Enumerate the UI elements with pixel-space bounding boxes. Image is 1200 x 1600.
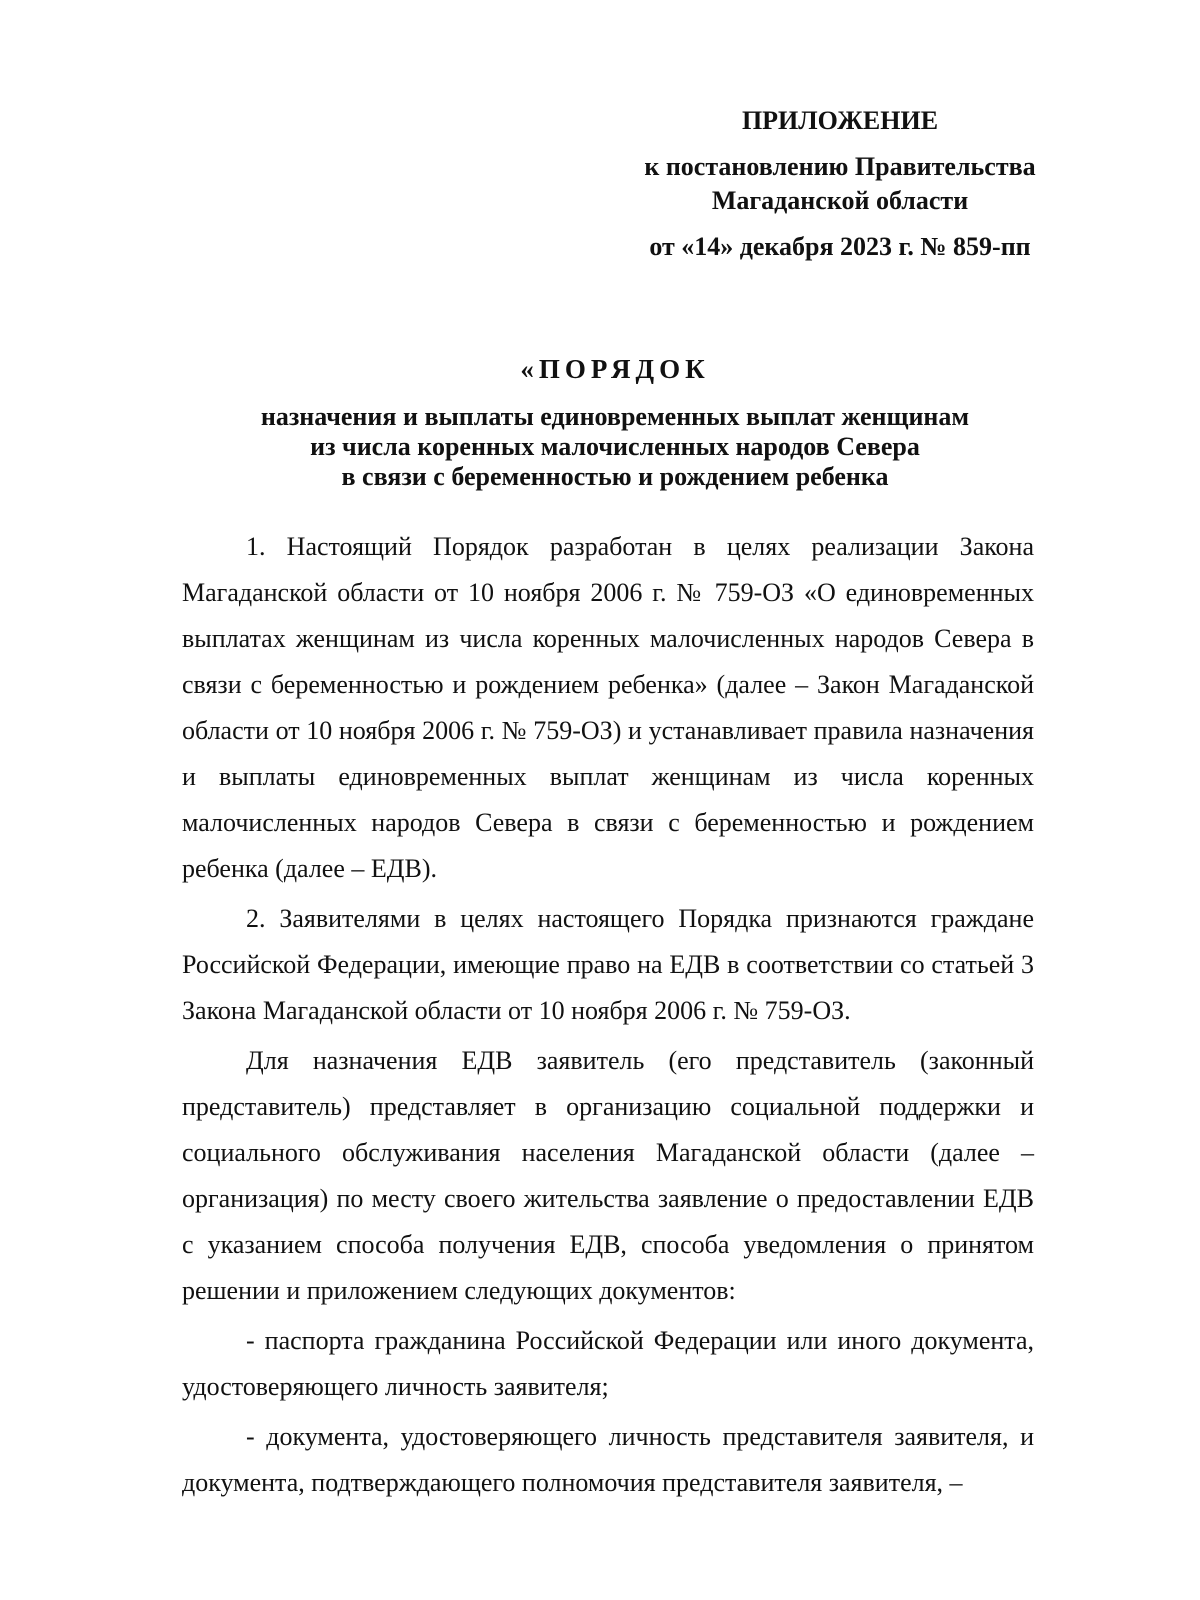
paragraph-1: 1. Настоящий Порядок разработан в целях реализации Закона Магаданской области от 10 ноября 2006 г. № 759-ОЗ «О единовременных выплатах женщинам из числа коренных малочисленных народов Севера в связи с беременностью и рождением ребенка» (далее – Закон Магаданской области от 10 ноября 2006 г. № 759-ОЗ) и устанавливает правила назначения и выплаты единовременных выплат женщинам из числа коренных малочисленных народов Севера в связи с беременностью и рождением ребенка (далее – ЕДВ). [182, 532, 1034, 883]
paragraph-3: Для назначения ЕДВ заявитель (его представитель (законный представитель) представляет в организацию социальной поддержки и социального обслуживания населения Магаданской области (далее – организация) по месту своего жительства заявление о предоставлении ЕДВ с указанием способа получения ЕДВ, способа уведомления о принятом решении и приложением следующих документов: [182, 1046, 1034, 1305]
appendix-heading: ПРИЛОЖЕНИЕ [741, 106, 939, 135]
title-line-2: из числа коренных малочисленных народов Севера [310, 432, 920, 461]
appendix-date-line: от «14» декабря 2023 г. № 859-пп [649, 232, 1031, 261]
title-line-3: в связи с беременностью и рождением ребенка [341, 462, 889, 491]
document-body [182, 524, 1034, 1506]
paragraph-2: 2. Заявителями в целях настоящего Порядка признаются граждане Российской Федерации, имеющие право на ЕДВ в соответствии со статьей 3 Закона Магаданской области от 10 ноября 2006 г. № 759-ОЗ. [182, 904, 1034, 1025]
title-main: «ПОРЯДОК [520, 354, 710, 384]
title-line-1: назначения и выплаты единовременных выплат женщинам [260, 402, 970, 431]
document-title [150, 354, 1080, 492]
list-item-representative: - документа, удостоверяющего личность представителя заявителя, и документа, подтверждающего полномочия представителя заявителя, – [182, 1422, 1034, 1497]
appendix-line-1: к постановлению Правительства [644, 152, 1036, 181]
appendix-header [620, 104, 1060, 264]
appendix-line-2: Магаданской области [711, 186, 969, 215]
list-item-passport: - паспорта гражданина Российской Федерации или иного документа, удостоверяющего личность заявителя; [182, 1326, 1034, 1401]
